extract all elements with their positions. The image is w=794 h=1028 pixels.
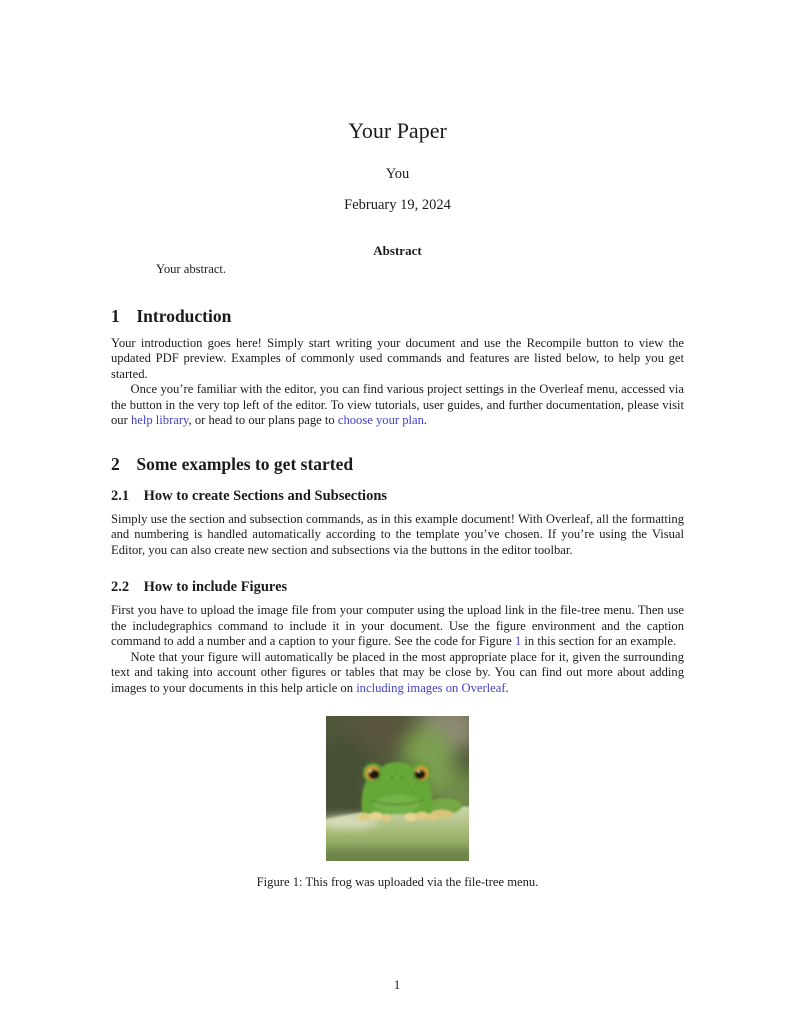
- intro-paragraph-1: Your introduction goes here! Simply start writing your document and use the Recompile button to view the updated PDF preview. Examples of commonly used commands and features are listed below, to help you get started.: [111, 335, 684, 381]
- paper-author: You: [385, 166, 410, 182]
- figure-1: [111, 716, 684, 891]
- page-number: 1: [393, 978, 401, 992]
- including-images-link[interactable]: including images on Overleaf: [356, 680, 506, 695]
- paper-date: February 19, 2024: [344, 197, 451, 213]
- sections-paragraph: Simply use the section and subsection commands, as in this example document! With Overleaf, all the formatting and numbering is handled automatically according to the template you’ve chosen. If you’re using the Visual Editor, you can also create new section and subsections via the buttons in the editor toolbar.: [111, 511, 684, 557]
- paragraph-text: .: [423, 413, 428, 427]
- paragraph-text: Note that your figure will automatically be placed in the most appropriate place for it, given the surrounding text and taking into account other figures or tables that may be close by. You can find out more about adding images to your documents in this help article on: [111, 649, 684, 695]
- section-heading-introduction: [111, 305, 684, 327]
- figures-paragraph-1: [111, 603, 684, 650]
- abstract-block: [111, 243, 684, 278]
- subsection-heading-figures: [111, 578, 684, 596]
- subsection-heading-sections: [111, 487, 684, 505]
- section-title: Some examples to get started: [136, 453, 354, 474]
- choose-your-plan-link[interactable]: choose your plan: [337, 413, 424, 427]
- paragraph-text: in this section for an example.: [521, 634, 677, 648]
- abstract-heading: Abstract: [373, 243, 422, 258]
- help-library-link[interactable]: help library: [130, 413, 189, 427]
- section-title: Introduction: [136, 305, 232, 326]
- intro-paragraph-2: [111, 382, 684, 429]
- subsection-number: 2.2: [111, 579, 130, 595]
- paragraph-text: First you have to upload the image file from your computer using the upload link in the file-tree menu. Then use the includegraphics command to include it in your document. Use the figure environment and the caption command to add a number and a caption to your figure. See the code for Figure: [111, 603, 684, 648]
- section-number: 1: [111, 305, 120, 326]
- paragraph-text: .: [505, 680, 509, 695]
- subsection-title: How to include Figures: [143, 579, 288, 595]
- section-heading-examples: [111, 453, 684, 475]
- figure-caption: Figure 1: This frog was uploaded via the file-tree menu.: [256, 875, 539, 889]
- paragraph-text: Once you’re familiar with the editor, you can find various project settings in the Overleaf menu, accessed via the button in the very top left of the editor. To view tutorials, user guides, and further documentation, please visit our: [111, 382, 684, 427]
- subsection-title: How to create Sections and Subsections: [143, 487, 388, 504]
- figure-1-reference-link[interactable]: 1: [514, 634, 522, 648]
- figures-paragraph-2: [111, 650, 684, 697]
- section-number: 2: [111, 453, 120, 474]
- subsection-number: 2.1: [111, 487, 130, 504]
- paper-title: Your Paper: [348, 118, 447, 143]
- frog-photo: [326, 716, 469, 861]
- paragraph-text: , or head to our plans page to: [188, 413, 338, 427]
- abstract-text: Your abstract.: [156, 262, 227, 276]
